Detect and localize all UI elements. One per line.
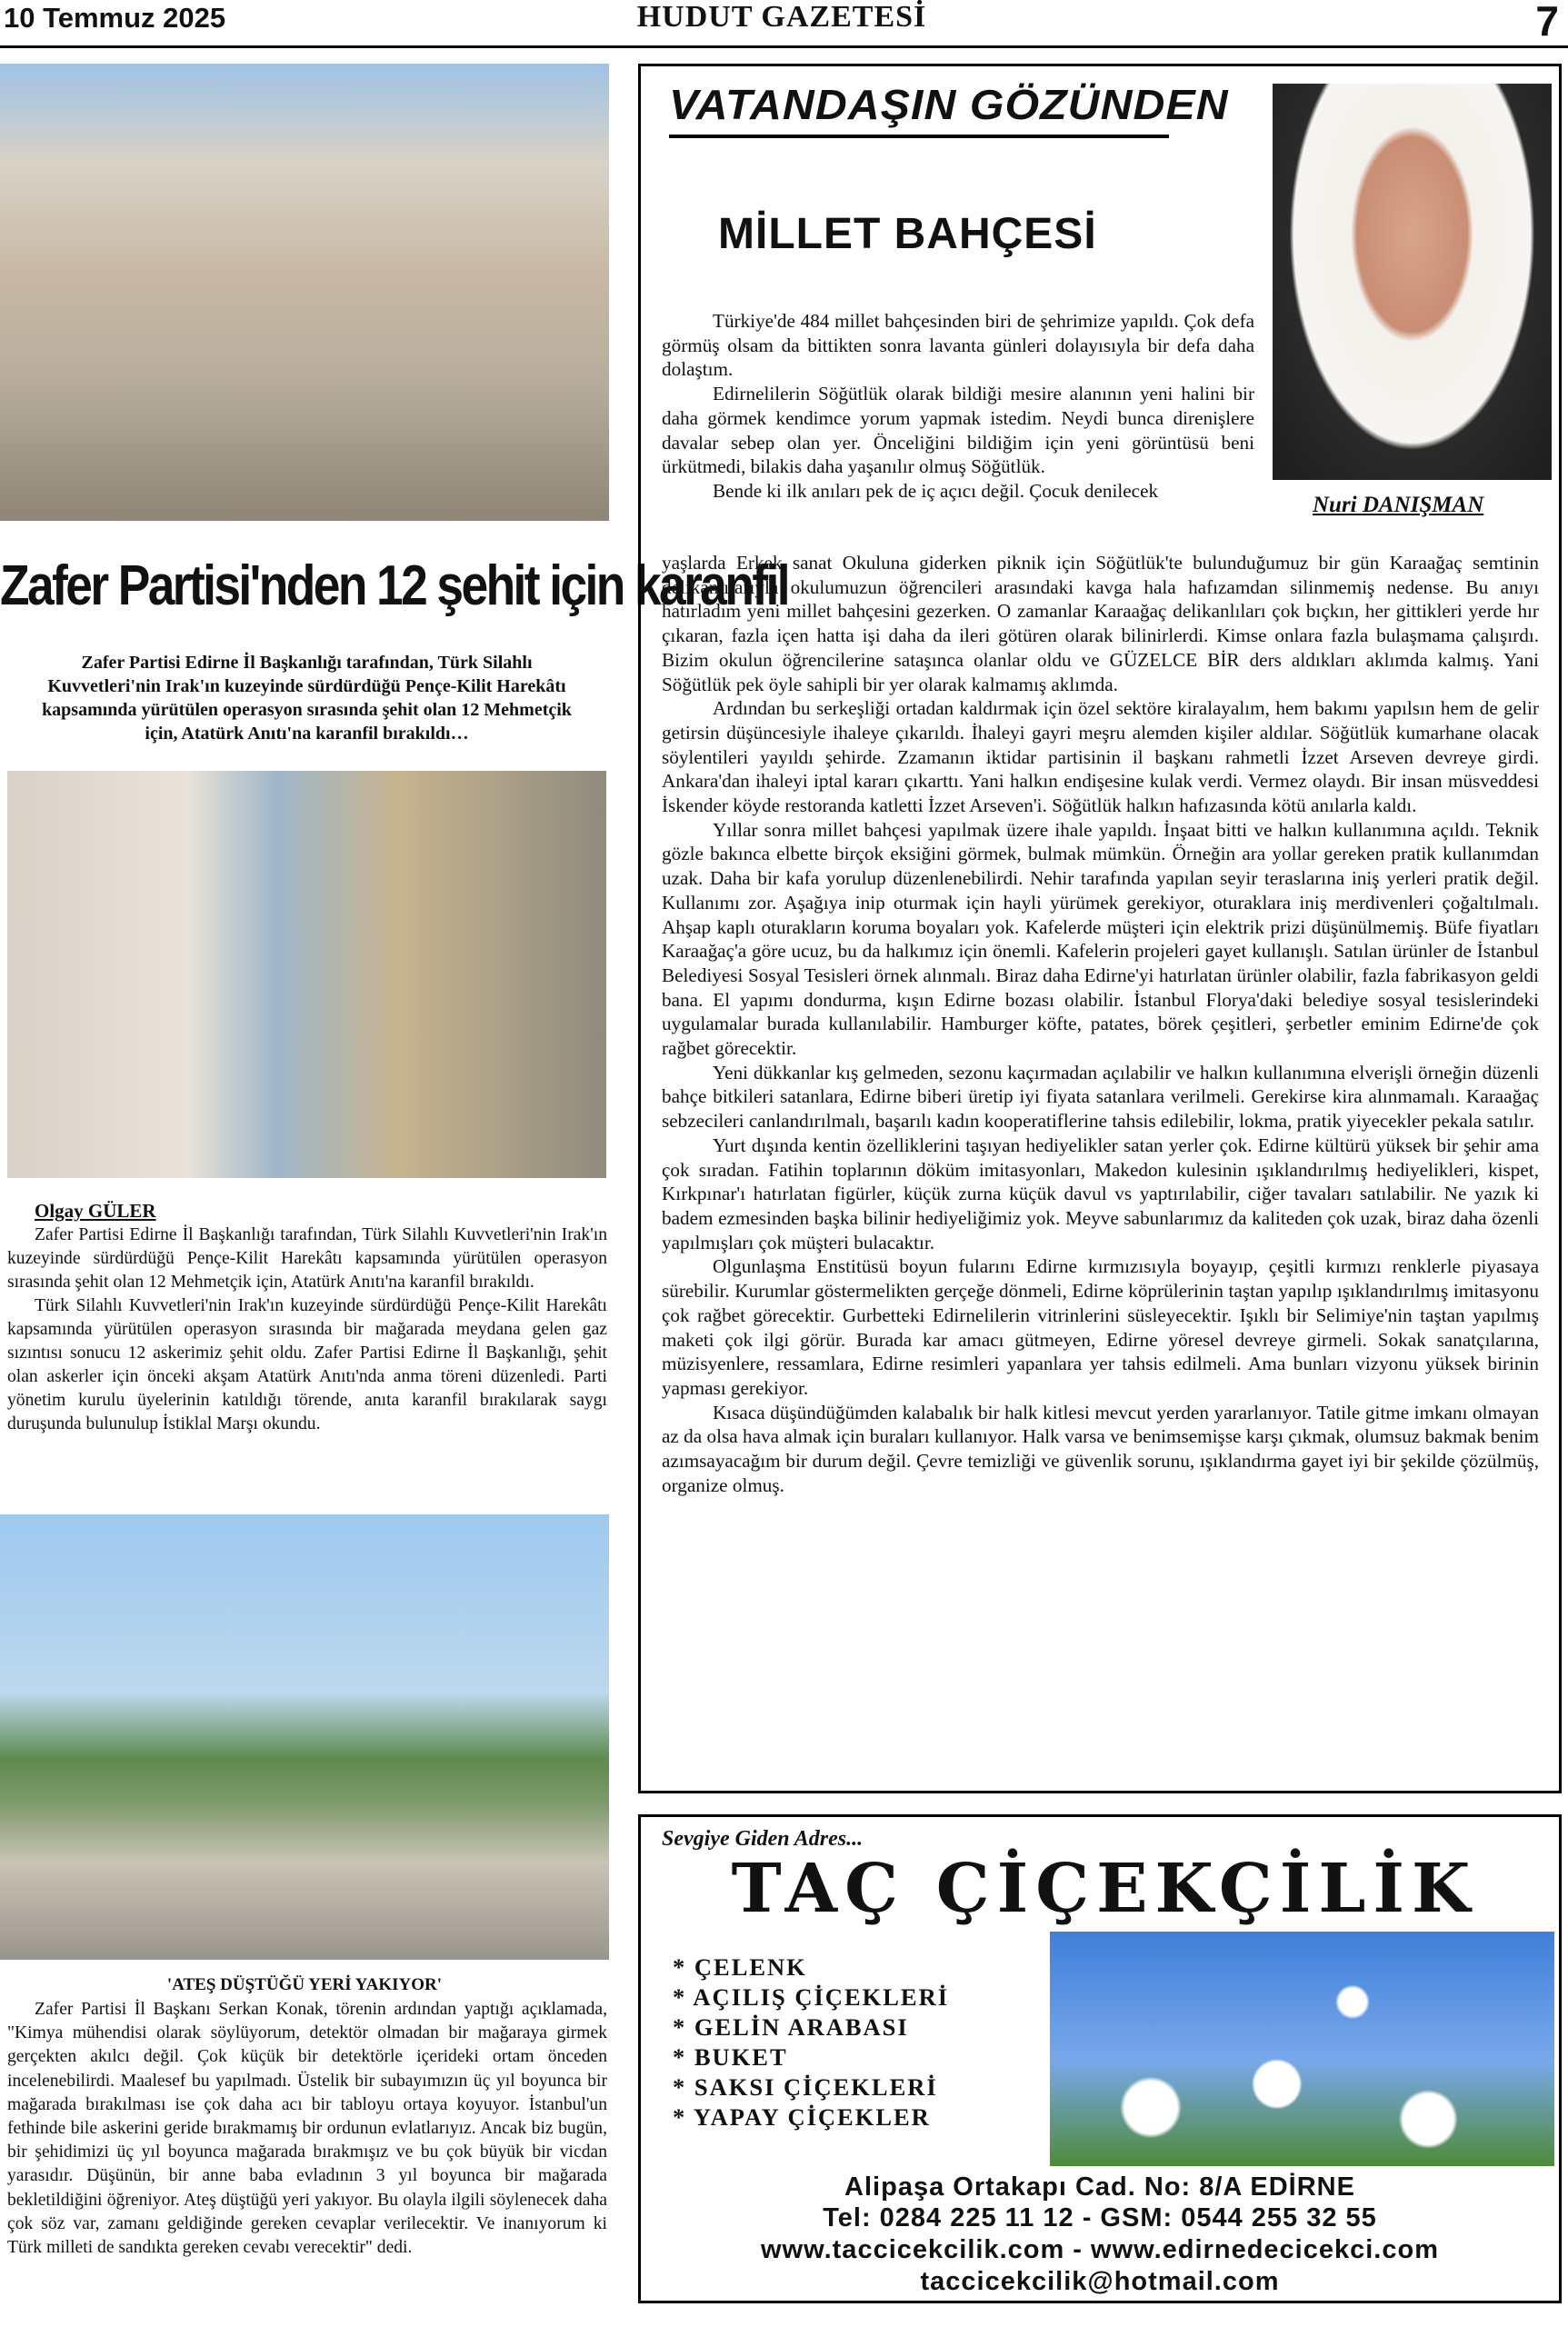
ad-slogan: Sevgiye Giden Adres... bbox=[662, 1827, 864, 1851]
column-paragraph: Yıllar sonra millet bahçesi yapılmak üzere ihale yapıldı. İnşaat bitti ve halkın kullanımına açıldı. Teknik gözle bakınca elbette birçok eksiğini görmek, bulmak mümkün. Örneğin ara yollar gereken pratik kullanımdan uzak. Daha bir kafa yorulup düzenlenebilirdi. Nehir tarafında yapılan seyir teraslarına iniş yerleri pratik değil. Kullanımı zor. Aşağıya inip oturmak için hayli yürümek gerekiyor, oturaklara iniş merdivenleri çoğaltılmalı. Ahşap kaplı oturakların koruma boyaları yok. Kafelerde müşteri için elektrik prizi düşünülmemiş. Büfe fiyatları Karaağaç'a göre ucuz, bu da halkımız için önemli. Kafelerin projeleri gayet kullanışlı. Satılan ürünler de İstanbul Belediyesi Sosyal Tesisleri örnek alınmalı. Biraz daha Edirne'yi hatırlatan ürünler olabilir, fazla fabrikasyon geldi bana. El yapımı dondurma, kışın Edirne bozası olabilir. İstanbul Florya'daki belediye sosyal tesislerindeki uygulamalar burada kullanılabilir. Hamburger köfte, patates, börek çeşitleri, şerbetler eminim Edirne'de çok rağbet görecektir. bbox=[662, 818, 1539, 1060]
author-portrait bbox=[1273, 84, 1552, 480]
article-byline: Olgay GÜLER bbox=[35, 1200, 156, 1222]
ceremony-group-photo bbox=[0, 64, 609, 521]
article-subheading: 'ATEŞ DÜŞTÜĞÜ YERİ YAKIYOR' bbox=[166, 1975, 443, 1994]
ad-address: Alipaşa Ortakapı Cad. No: 8/A EDİRNE bbox=[844, 2172, 1355, 2202]
article-body bbox=[7, 1223, 607, 1436]
column-paragraph: Yurt dışında kentin özelliklerini taşıyan hediyelikler satan yerler çok. Edirne kültürü yüksek bir şehir ama çok sıradan. Fatihin toplarının döküm imitasyonları, Makedon kulesinin ışıklandırılmış hediyelikleri, kispet, Kırkpınar'ı hatırlatan figürler, küçük zurna küçük davul vs yaptırılabilir, ciğer tavaları satılabilir. Ne yazık ki badem ezmesinden başka bilinir hediyeliğimiz yok. Meyve sabunlarımız da kaliteden çok uzak, biraz daha özenli yapılmışları çok müşteri bulacaktır. bbox=[662, 1134, 1539, 1253]
column-intro bbox=[662, 309, 1254, 504]
column-body bbox=[662, 551, 1539, 1497]
article-lead: Zafer Partisi Edirne İl Başkanlığı tarafından, Türk Silahlı Kuvvetleri'nin Irak'ın kuzeyinde sürdürdüğü Pençe-Kilit Harekâtı kapsamında yürütülen operasyon sırasında şehit olan 12 Mehmetçik için, Atatürk Anıtı'na karanfil bırakıldı… bbox=[42, 653, 572, 744]
header-rule bbox=[0, 45, 1568, 48]
ad-service-item: * AÇILIŞ ÇİÇEKLERİ bbox=[673, 1983, 950, 2011]
article-paragraph: Zafer Partisi İl Başkanı Serkan Konak, törenin ardından yaptığı açıklamada, "Kimya mühendisi olarak söylüyorum, detektör olmadan bir mağaraya girmek gerçekten akılcı değil. Çok küçük bir detektörle içerideki ortam önceden incelenebilirdi. Maalesef bu yapılmadı. Üstelik bir subayımızın üç yıl boyunca bir mağarada bırakılması ise çok daha acı bir tabloyu ortaya koyuyor. İstanbul'un fethinde bile askerini geride bırakmamış bir ordunun evlatlarıyız. Ancak biz bugün, bir şehidimizi üç yıl boyunca mağarada bırakmışız ve bu çok büyük bir vicdan yarasıdır. Düşünün, bir anne baba evladının 3 yıl boyunca bir mağarada bekletildiğini öğreniyor. Ateş düştüğü yeri yakıyor. Bu olayla ilgili söylenecek daha çok söz var, zamanı geldiğinde gereken cevaplar verilecektir. Ve inanıyorum ki Türk milleti de sandıkta gereken cevabı verecektir" dedi. bbox=[7, 2000, 607, 2258]
section-title-underline bbox=[669, 135, 1169, 138]
column-paragraph: Ardından bu serkeşliği ortadan kaldırmak için özel sektöre kiralayalım, hem bakımı yapılsın hem de gelir getirsin düşüncesiyle ihaleye çıkarıldı. İhaleyi gayri meşru alemden kişiler aldılar. Söğütlük kumarhane olacak söylentileri yayıldı şehirde. Zzamanın iktidar partisinin il başkanı rahmetli İzzet Arseven devreye girdi. Ankara'dan ihaleyi iptal kararı çıkarttı. Yani halkın endişesine kulak verdi. Vermez olaydı. Bir insan müsveddesi İskender köyde restoranda katletti İzzet Arseven'i. Söğütlük halkın hafızasında kötü anılarla kaldı. bbox=[662, 697, 1539, 817]
section-title: VATANDAŞIN GÖZÜNDEN bbox=[669, 81, 1229, 128]
column-title: MİLLET BAHÇESİ bbox=[718, 210, 1097, 258]
column-paragraph: Edirnelilerin Söğütlük olarak bildiği mesire alanının yeni halini bir daha görmek kendimce yorum yapmak istedim. Neydi bunca direnişlere davalar sebep olan yer. Önceliğini bildiğim için yeni görüntüsü beni ürkütmedi, bilakis daha yaşanılır olmuş Söğütlük. bbox=[662, 383, 1254, 478]
daisy-flowers-photo bbox=[1050, 1932, 1554, 2166]
ad-website-link[interactable]: www.taccicekcilik.com - www.edirnedecicekci.com bbox=[761, 2235, 1439, 2264]
article-headline: Zafer Partisi'nden 12 şehit için karanfil bbox=[0, 554, 789, 617]
article-body-2 bbox=[7, 1998, 607, 2260]
ad-email-link[interactable]: taccicekcilik@hotmail.com bbox=[920, 2267, 1280, 2296]
column-paragraph: yaşlarda Erkek sanat Okuluna giderken piknik için Söğütlük'te bulunduğumuz bir gün Karaağaç semtinin delikanlılarıyla okulumuzun öğrencileri arasındaki kavga hala hafızamdan silinmemiş nedense. Bu anıyı hatırladım yeni millet bahçesini gezerken. O zamanlar Karaağaç delikanlıları çok bıçkın, her gittikleri yerde hır çıkaran, fazla içen hatta işi daha da ileri götüren olarak bilinirlerdi. Kimse onlara fazla bulaşmama çalışırdı. Bizim okulun öğrencilerine sataşınca olanlar oldu ve GÜZELCE BİR ders aldıkları aklımda kalmış. Yani Söğütlük pek öyle sahipli bir yer olarak kalmamış aklımda. bbox=[662, 552, 1539, 695]
ad-service-item: * ÇELENK bbox=[673, 1953, 807, 1981]
article-paragraph: Türk Silahlı Kuvvetleri'nin Irak'ın kuzeyinde sürdürdüğü Pençe-Kilit Harekâtı kapsamında yürütülen operasyon sırasında bir mağarada meydana gelen gaz sızıntısı sonucu 12 askerimiz şehit oldu. Zafer Partisi Edirne İl Başkanlığı, şehit olan askerler için önceki akşam Atatürk Anıtı'nda anma töreni düzenledi. Parti yönetim kurulu üyelerinin katıldığı törende, anıta karanfil bırakılarak saygı duruşunda bulunulup İstiklal Marşı okundu. bbox=[7, 1296, 607, 1433]
column-author: Nuri DANIŞMAN bbox=[1313, 493, 1484, 517]
ad-service-item: * BUKET bbox=[673, 2043, 788, 2071]
column-paragraph: Türkiye'de 484 millet bahçesinden biri de şehrimize yapıldı. Çok defa görmüş olsam da bittikten sonra lavanta günleri dolayısıyla bir defa daha dolaştım. bbox=[662, 310, 1254, 381]
article-paragraph: Zafer Partisi Edirne İl Başkanlığı tarafından, Türk Silahlı Kuvvetleri'nin Irak'ın kuzeyinde sürdürdüğü Pençe-Kilit Harekâtı kapsamında yürütülen operasyon sırasında şehit olan 12 Mehmetçik için, Atatürk Anıtı'na karanfil bırakıldı. bbox=[7, 1225, 607, 1292]
column-paragraph: Olgunlaşma Enstitüsü boyun fularını Edirne kırmızısıyla boyayıp, çeşitli kırmızı renklerle piyasaya sürebilir. Kurumlar göstermelikten gerçeğe dönmeli, Edirne köprülerinin taştan yapılıp ışıklandırılmış imitasyonu çok rağbet görecektir. Gurbetteki Edirnelilerin vitrinlerini süsleyecektir. Işıklı bir Selimiye'nin taştan yapılmış maketi çok ilgi görür. Burada kar amacı gütmeyen, Edirne yöresel devreye girmeli. Sokak sanatçılarına, müzisyenlere, ressamlara, Edirne resimleri yapanlara yer tahsis edilmeli. Ama bunları vizyonu yüksek birinin yapması gerekiyor. bbox=[662, 1255, 1539, 1399]
ad-service-item: * SAKSI ÇİÇEKLERİ bbox=[673, 2073, 938, 2101]
ad-service-item: * GELİN ARABASI bbox=[673, 2013, 909, 2041]
ad-brand-logo: TAÇ ÇİÇEKÇİLİK bbox=[731, 1850, 1478, 1928]
monument-carnation-photo bbox=[7, 771, 606, 1178]
page-number: 7 bbox=[1535, 0, 1559, 45]
ad-service-list bbox=[673, 1952, 949, 2132]
column-paragraph: Kısaca düşündüğümden kalabalık bir halk kitlesi mevcut yerden yararlanıyor. Tatile gitme imkanı olmayan az da olsa hava almak için buraları kullanıyor. Halk varsa ve benimsemişse karşı çıkmak, olumsuz bakmak benim azımsayacağım bir durum değil. Çevre temizliği ve güvenlik sorunu, ışıklandırma gayet iyi bir şekilde çözülmüş, organize olmuş. bbox=[662, 1401, 1539, 1496]
ad-service-item: * YAPAY ÇİÇEKLER bbox=[673, 2103, 931, 2131]
column-paragraph: Yeni dükkanlar kış gelmeden, sezonu kaçırmadan açılabilir ve halkın kullanımına elverişli örneğin düzenli bahçe bitkileri satanlara, Edirne biberi üretip iyi fiyata satanlara verilmeli. Gerekirse kira alınmamalı. Karaağaç sebzecileri canlandırılmalı, başarılı kadın kooperatiflerine tahsis edilebilir, lokma, pratik yiyecekler pekala satılır. bbox=[662, 1061, 1539, 1133]
ataturk-monument-photo bbox=[0, 1514, 609, 1960]
ad-phone: Tel: 0284 225 11 12 - GSM: 0544 255 32 55 bbox=[823, 2203, 1377, 2232]
column-paragraph: Bende ki ilk anıları pek de iç açıcı değil. Çocuk denilecek bbox=[713, 479, 1159, 502]
issue-date: 10 Temmuz 2025 bbox=[4, 2, 226, 34]
newspaper-name: HUDUT GAZETESİ bbox=[636, 0, 927, 34]
